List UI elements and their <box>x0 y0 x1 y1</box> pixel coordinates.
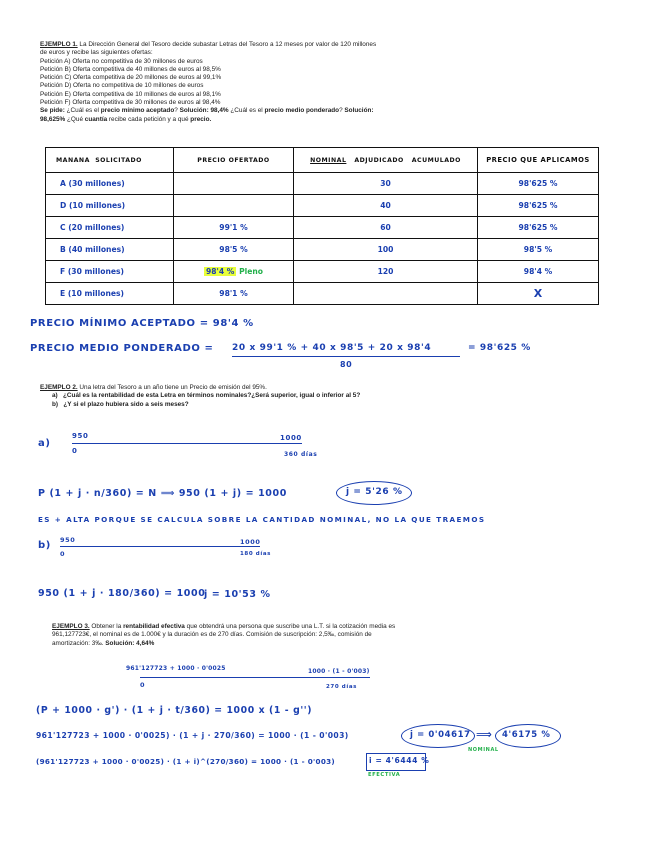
ej3-t1c: que obtendrá una persona que suscribe una L.T. si la cotización media es <box>184 623 396 630</box>
q1f: ¿Cuál es el <box>228 107 265 115</box>
cell-solicitado: B (40 millones) <box>46 239 174 261</box>
ej3-eq1: (P + 1000 · g') · (1 + j · t/360) = 1000 x (1 - g'') <box>36 705 313 716</box>
ej2-question-a <box>40 392 600 400</box>
ej3-res-i: i = 4'6444 % <box>369 756 430 765</box>
ej3-res-j2: 4'6175 % <box>502 730 551 740</box>
bids-table <box>45 147 599 305</box>
timeline-ej3 <box>140 677 370 678</box>
timeline-b <box>60 546 260 547</box>
ej2-eq1: P (1 + j · n/360) = N ⟹ 950 (1 + j) = 1000 <box>38 488 287 499</box>
table-header-row <box>46 148 599 173</box>
header-manana: MANANA <box>56 156 90 164</box>
ej2-text <box>40 384 600 409</box>
cell-adjudicado: 60 <box>294 217 478 239</box>
ej3-tl-zero: 0 <box>140 681 146 689</box>
precio-medio-denominador: 80 <box>340 360 353 369</box>
table-row <box>46 239 599 261</box>
ej3-nominal-note: NOMINAL <box>468 747 499 753</box>
cell-solicitado: C (20 millones) <box>46 217 174 239</box>
ej3-text <box>52 623 607 648</box>
table-row <box>46 173 599 195</box>
cell-aplicado: 98'625 % <box>478 217 599 239</box>
q2d: recibe cada petición y a qué <box>107 115 191 123</box>
q1i: Solución: <box>344 107 374 115</box>
cell-adjudicado: 120 <box>294 261 478 283</box>
ej3-efectiva-note: EFECTIVA <box>368 772 401 778</box>
table-row <box>46 195 599 217</box>
peticion-d: Petición D) Oferta no competitiva de 10 millones de euros <box>40 82 204 90</box>
cell-adjudicado: 100 <box>294 239 478 261</box>
ej1-title: EJEMPLO 1. <box>40 41 78 48</box>
cell-adjudicado: 30 <box>294 173 478 195</box>
precio-minimo: PRECIO MÍNIMO ACEPTADO = 98'4 % <box>30 318 254 329</box>
ej2-res1: j = 5'26 % <box>346 487 403 497</box>
qa-text: ¿Cuál es la rentabilidad de esta Letra en términos nominales?¿Será superior, igual o inferior al 5? <box>63 392 361 400</box>
table-row <box>46 261 599 283</box>
ej2-b-label: b) <box>38 540 51 551</box>
q1b: ¿Cuál es el <box>64 107 101 115</box>
header-solicitado-label: SOLICITADO <box>95 156 142 164</box>
cell-adjudicado <box>294 283 478 305</box>
header-precio-aplicado: PRECIO QUE APLICAMOS <box>478 148 599 173</box>
ej3-line3 <box>52 640 607 648</box>
ej2-b-days: 180 días <box>240 551 272 557</box>
cell-ofertado: 99'1 % <box>174 217 294 239</box>
ej2-title: EJEMPLO 2. <box>40 384 78 391</box>
ej1-question-line1 <box>40 107 600 115</box>
ej3-t1: Obtener la <box>89 623 124 630</box>
cell-solicitado: D (10 millones) <box>46 195 174 217</box>
ej2-a-days: 360 días <box>284 451 318 458</box>
header-nominal-label: NOMINAL <box>310 156 347 164</box>
cell-aplicado: 98'625 % <box>478 173 599 195</box>
ej3-t1b: rentabilidad efectiva <box>123 623 185 630</box>
peticion-b: Petición B) Oferta competitiva de 40 millones de euros al 98,5% <box>40 65 221 73</box>
header-nominal <box>294 148 478 173</box>
q2a: 98,625% <box>40 115 66 123</box>
cell-aplicado: 98'4 % <box>478 261 599 283</box>
q1g: precio medio ponderado <box>264 107 340 115</box>
pleno-note: Pleno <box>239 267 264 276</box>
ej3-eq2: 961'127723 + 1000 · 0'0025) · (1 + j · 270/360) = 1000 · (1 - 0'003) <box>36 731 349 740</box>
qb-text: ¿Y si el plazo hubiera sido a seis meses? <box>63 400 189 408</box>
ej3-title: EJEMPLO 3. <box>52 623 90 630</box>
peticion-c: Petición C) Oferta competitiva de 20 millones de euros al 99,1% <box>40 74 222 82</box>
ej3-tl-days: 270 días <box>326 684 358 690</box>
cell-ofertado: 98'1 % <box>174 283 294 305</box>
q2c: cuantía <box>84 115 108 123</box>
ej2-intro-line <box>40 384 600 392</box>
cell-adjudicado: 40 <box>294 195 478 217</box>
peticion-a: Petición A) Oferta no competitiva de 30 millones de euros <box>40 57 203 65</box>
ej3-tl-left: 961'127723 + 1000 · 0'0025 <box>126 665 226 672</box>
ej3-line2: 961,127723€, el nominal es de 1.000€ y la duración es de 270 días. Comisión de suscripción: 2,5‰, comisión de <box>52 631 372 639</box>
ej2-a-label: a) <box>38 438 51 449</box>
peticion-e: Petición E) Oferta competitiva de 10 millones de euros al 98,1% <box>40 90 221 98</box>
ej3-tl-right: 1000 · (1 - 0'003) <box>308 668 370 675</box>
header-adjudicado: ADJUDICADO <box>354 156 404 164</box>
ej3-solucion: Solución: 4,64% <box>105 639 155 647</box>
ej2-b-left: 950 <box>60 536 76 544</box>
cell-ofertado <box>174 173 294 195</box>
ej2-note: ES + ALTA PORQUE SE CALCULA SOBRE LA CANTIDAD NOMINAL, NO LA QUE TRAEMOS <box>38 515 486 524</box>
ej2-a-left: 950 <box>72 432 89 440</box>
cell-ofertado: 98'5 % <box>174 239 294 261</box>
ej1-intro-line2: de euros y recibe las siguientes ofertas: <box>40 49 153 57</box>
cell-solicitado: A (30 millones) <box>46 173 174 195</box>
ej2-res2: j = 10'53 % <box>204 589 271 600</box>
header-solicitado <box>46 148 174 173</box>
q1d: ? <box>174 107 180 115</box>
table-row <box>46 283 599 305</box>
cell-ofertado <box>174 195 294 217</box>
precio-medio-label: PRECIO MEDIO PONDERADO = <box>30 343 214 354</box>
ej2-a-right: 1000 <box>280 434 302 442</box>
ej3-line1 <box>52 623 607 631</box>
header-precio-ofertado: PRECIO OFERTADO <box>174 148 294 173</box>
ej2-question-b <box>40 401 600 409</box>
ej3-res-j: j = 0'04617 <box>410 730 471 740</box>
ej2-b-zero: 0 <box>60 550 66 558</box>
timeline-a <box>72 443 302 444</box>
cell-solicitado: F (30 millones) <box>46 261 174 283</box>
ej1-intro-line: EJEMPLO 1. La Dirección General del Tesoro decide subastar Letras del Tesoro a 12 meses por valor de 120 millones <box>40 41 377 48</box>
cell-aplicado: 98'5 % <box>478 239 599 261</box>
ej3-eq3: (961'127723 + 1000 · 0'0025) · (1 + i)^(270/360) = 1000 · (1 - 0'003) <box>36 757 336 766</box>
ej3-t3: amortización: 3‰. <box>52 639 106 647</box>
ej2-intro: Una letra del Tesoro a un año tiene un Precio de emisión del 95%. <box>77 384 267 391</box>
table-row <box>46 217 599 239</box>
highlighted-price: 98'4 % <box>205 267 235 276</box>
ej1-question-line2 <box>40 116 600 124</box>
q1c: precio mínimo aceptado <box>100 107 175 115</box>
q1h: ? <box>339 107 345 115</box>
ej3-arrow: ⟹ <box>476 728 493 741</box>
q2b: ¿Qué <box>65 115 85 123</box>
cell-solicitado: E (10 millones) <box>46 283 174 305</box>
q2e: precio. <box>190 115 212 123</box>
ej1-text <box>40 41 600 124</box>
se-pide: Se pide: <box>40 107 65 115</box>
ej2-eq2: 950 (1 + j · 180/360) = 1000 <box>38 588 206 599</box>
peticion-f: Petición F) Oferta competitiva de 30 millones de euros al 98,4% <box>40 99 221 107</box>
cell-aplicado: 98'625 % <box>478 195 599 217</box>
ej2-b-right: 1000 <box>240 538 261 546</box>
cell-aplicado: X <box>478 283 599 305</box>
header-acumulado: ACUMULADO <box>411 156 461 164</box>
q1e: Solución: 98,4% <box>179 107 229 115</box>
fraction-bar <box>232 356 460 357</box>
cell-ofertado <box>174 261 294 283</box>
precio-medio-numerador: 20 x 99'1 % + 40 x 98'5 + 20 x 98'4 <box>232 343 432 353</box>
qb-label: b) <box>52 400 59 408</box>
ej2-a-zero: 0 <box>72 447 78 455</box>
precio-medio-resultado: = 98'625 % <box>468 343 531 353</box>
qa-label: a) <box>52 392 58 400</box>
